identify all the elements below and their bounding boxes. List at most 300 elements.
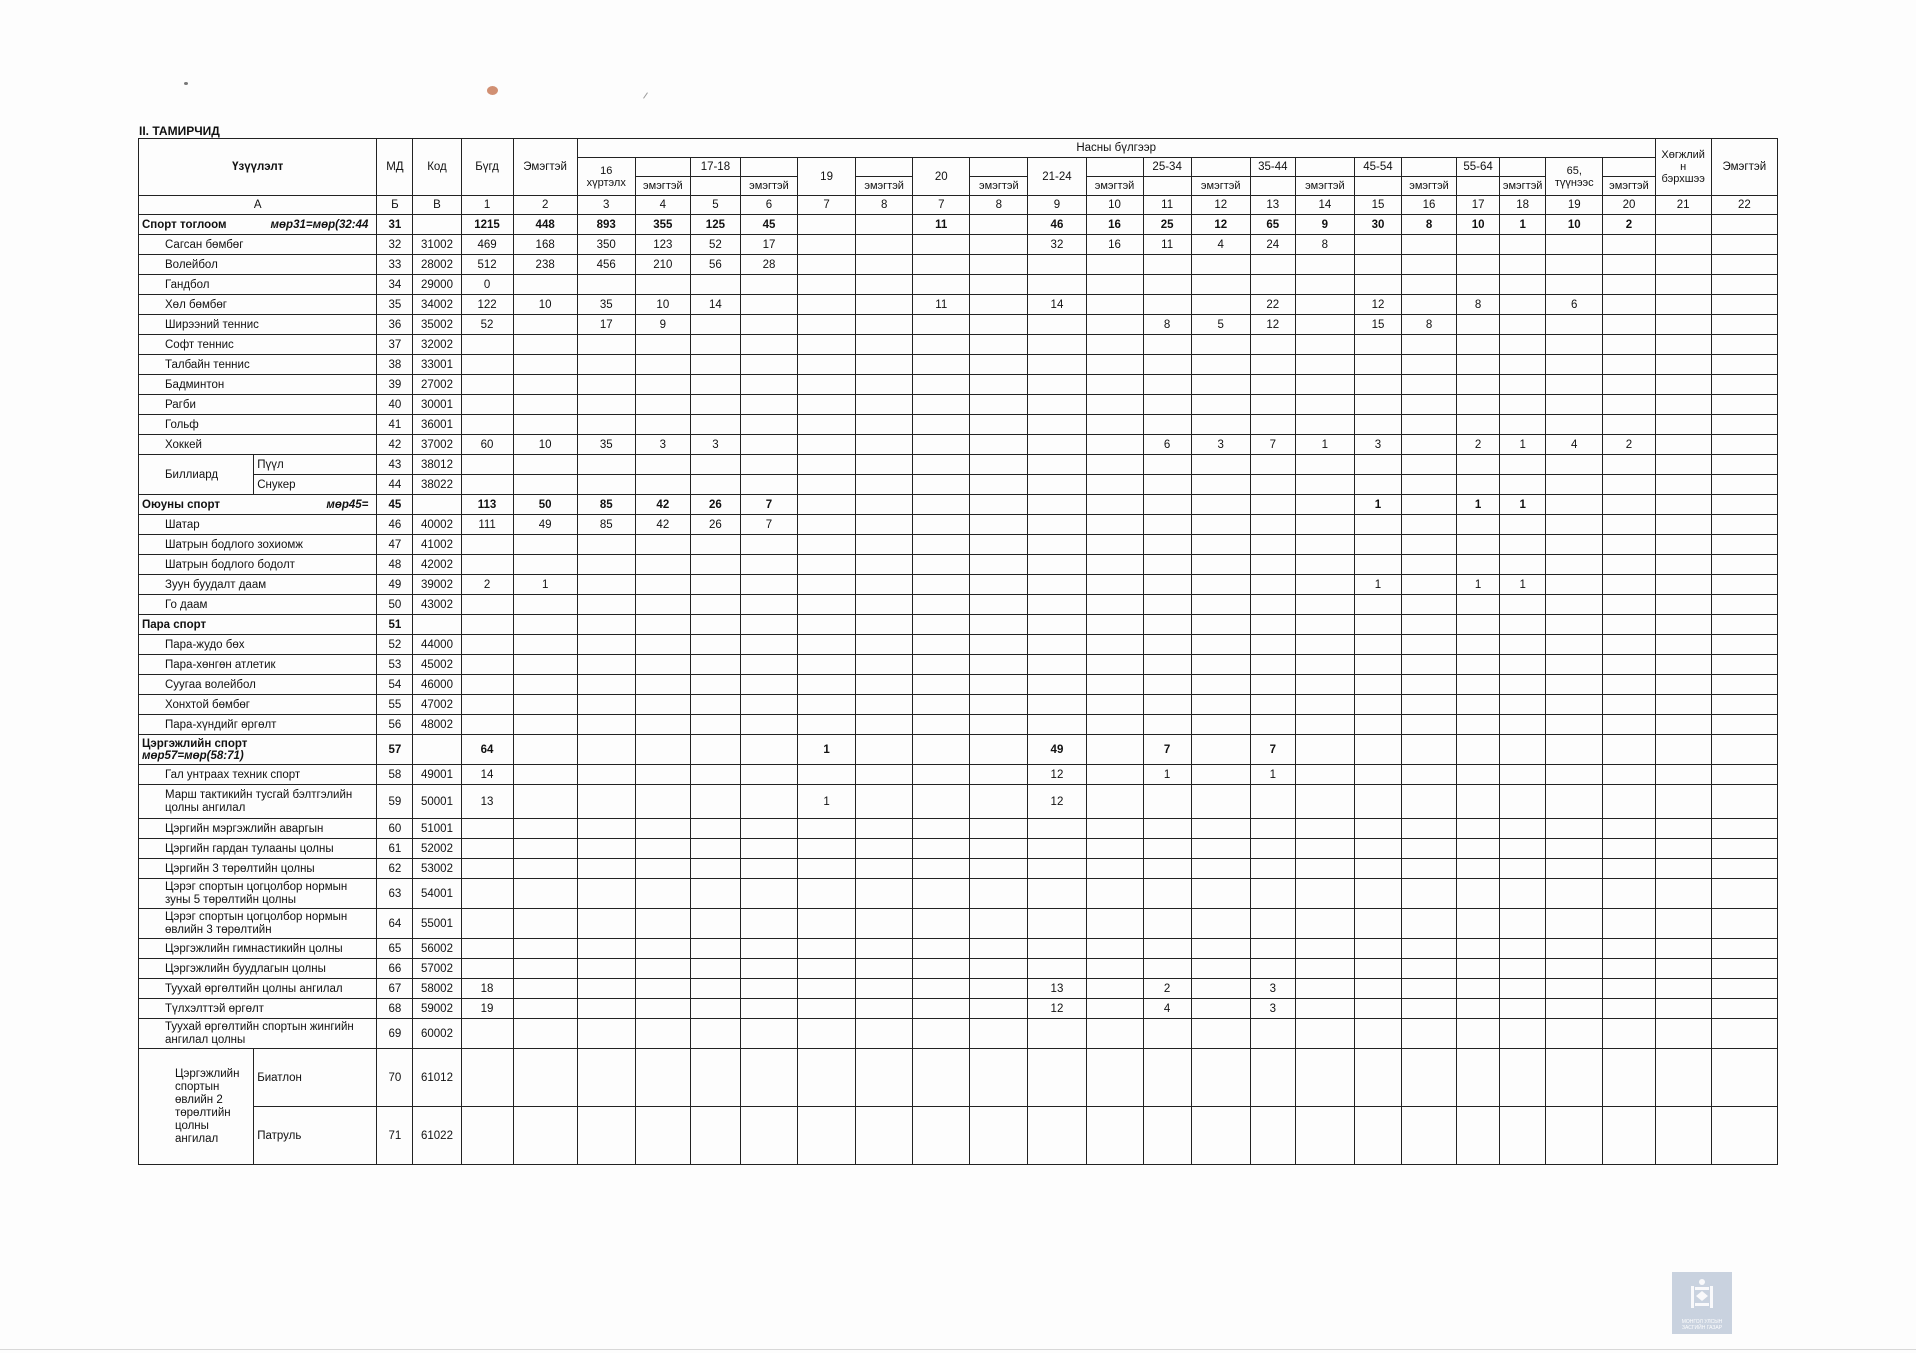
value-cell [970,215,1028,235]
value-cell [690,959,740,979]
index-cell: 5 [690,196,740,215]
value-cell [856,959,913,979]
value-cell: 5 [1191,315,1250,335]
item-label: Туухай өргөлтийн цолны ангилал [139,979,377,999]
value-cell [1191,979,1250,999]
row-code: 28002 [413,255,461,275]
value-cell [740,785,797,819]
value-cell [1250,785,1295,819]
value-cell [1143,515,1191,535]
index-cell: 11 [1143,196,1191,215]
table-body [139,215,1778,1165]
value-cell [513,375,577,395]
value-cell [461,1107,513,1165]
value-cell [1086,635,1143,655]
value-cell [1500,515,1546,535]
value-cell: 49 [1028,735,1086,765]
value-cell [1143,395,1191,415]
value-cell: 238 [513,255,577,275]
value-cell [740,655,797,675]
row-code: 49001 [413,765,461,785]
item-label: Цэрэг спортын цогцолбор нормын өвлийн 3 төрөлтийн [139,909,377,939]
value-cell [1191,415,1250,435]
value-cell [1457,375,1500,395]
value-cell [1655,455,1711,475]
value-cell [798,355,856,375]
value-cell [1500,255,1546,275]
value-cell [1086,735,1143,765]
row-code: 54001 [413,879,461,909]
value-cell [1250,635,1295,655]
value-cell [1086,715,1143,735]
value-cell [913,315,970,335]
value-cell: 1 [1500,575,1546,595]
value-cell [1546,255,1603,275]
value-cell [970,235,1028,255]
value-cell [856,675,913,695]
value-cell [740,555,797,575]
item-label: Хоккей [139,435,377,455]
value-cell [1457,765,1500,785]
value-cell [1546,455,1603,475]
value-cell [740,1049,797,1107]
value-cell [635,785,690,819]
value-cell [970,635,1028,655]
row-code: 27002 [413,375,461,395]
row-code: 32002 [413,335,461,355]
value-cell [690,415,740,435]
value-cell [577,785,635,819]
value-cell [1086,415,1143,435]
value-cell [1028,435,1086,455]
table-row [139,785,1778,819]
value-cell [1143,819,1191,839]
value-cell [1143,939,1191,959]
value-cell [913,595,970,615]
scan-edge [0,1349,1916,1350]
index-cell: 10 [1086,196,1143,215]
value-cell [970,455,1028,475]
value-cell [970,295,1028,315]
item-label: Цэрэг спортын цогцолбор нормын зуны 5 төрөлтийн цолны [139,879,377,909]
value-cell [1655,1107,1711,1165]
value-cell [1354,859,1401,879]
value-cell [1354,475,1401,495]
value-cell [1250,575,1295,595]
value-cell: 2 [461,575,513,595]
value-cell [1354,335,1401,355]
row-code: 55001 [413,909,461,939]
value-cell [740,475,797,495]
value-cell [970,395,1028,415]
value-cell [577,1049,635,1107]
value-cell [856,535,913,555]
item-label: Хонхтой бөмбөг [139,695,377,715]
value-cell [1295,495,1354,515]
value-cell: 52 [461,315,513,335]
value-cell [798,1019,856,1049]
index-cell: 8 [970,196,1028,215]
value-cell [856,1019,913,1049]
value-cell [970,435,1028,455]
header-age-19: 19 [798,158,856,196]
value-cell [1295,295,1354,315]
value-cell [1603,475,1655,495]
table-row [139,475,1778,495]
value-cell [856,515,913,535]
value-cell [1500,635,1546,655]
value-cell [1191,785,1250,819]
value-cell: 1 [1500,215,1546,235]
value-cell [1143,295,1191,315]
value-cell [1402,535,1457,555]
row-md: 37 [377,335,413,355]
value-cell [1457,395,1500,415]
table-row [139,595,1778,615]
value-cell [1354,515,1401,535]
value-cell: 35 [577,295,635,315]
value-cell [635,879,690,909]
value-cell [1655,215,1711,235]
value-cell [577,275,635,295]
row-md: 48 [377,555,413,575]
value-cell [970,909,1028,939]
value-cell [1711,1107,1777,1165]
value-cell [1191,335,1250,355]
value-cell [1086,1049,1143,1107]
value-cell [513,475,577,495]
value-cell: 2 [1143,979,1191,999]
value-cell [1143,909,1191,939]
value-cell [577,475,635,495]
value-cell [1711,515,1777,535]
value-cell [1603,415,1655,435]
value-cell [1655,675,1711,695]
value-cell [1086,515,1143,535]
value-cell [577,555,635,575]
value-cell [1028,475,1086,495]
value-cell [856,455,913,475]
value-cell [1143,879,1191,909]
value-cell [1546,839,1603,859]
value-cell [1354,415,1401,435]
value-cell [1354,785,1401,819]
value-cell [970,555,1028,575]
header-female: Эмэгтэй [513,139,577,196]
value-cell [577,675,635,695]
value-cell [1191,535,1250,555]
value-cell [1500,785,1546,819]
header-sub-female: эмэгтэй [1603,177,1655,196]
value-cell [1711,979,1777,999]
value-cell [690,1049,740,1107]
value-cell [1546,535,1603,555]
value-cell [1655,735,1711,765]
value-cell: 1 [1354,575,1401,595]
value-cell [577,1019,635,1049]
value-cell [1603,765,1655,785]
index-cell: 13 [1250,196,1295,215]
value-cell [856,999,913,1019]
value-cell [798,715,856,735]
value-cell [1655,1049,1711,1107]
value-cell: 2 [1603,435,1655,455]
header-sub-female-55-64-label [1457,177,1500,196]
value-cell [1250,355,1295,375]
value-cell [1655,785,1711,819]
value-cell [1655,555,1711,575]
value-cell [1500,1049,1546,1107]
row-code [413,495,461,515]
value-cell [1711,315,1777,335]
value-cell [1250,535,1295,555]
value-cell [1603,395,1655,415]
value-cell [1354,375,1401,395]
value-cell [1086,1019,1143,1049]
value-cell [856,1049,913,1107]
value-cell [1500,979,1546,999]
value-cell [690,819,740,839]
value-cell: 14 [1028,295,1086,315]
value-cell [1655,275,1711,295]
value-cell: 125 [690,215,740,235]
value-cell [635,375,690,395]
value-cell: 8 [1457,295,1500,315]
value-cell [1086,435,1143,455]
value-cell [1295,515,1354,535]
value-cell [690,635,740,655]
value-cell [1500,235,1546,255]
value-cell [1143,635,1191,655]
value-cell [1028,1019,1086,1049]
value-cell [1191,575,1250,595]
value-cell [1655,435,1711,455]
row-code: 53002 [413,859,461,879]
value-cell [798,595,856,615]
table-row [139,455,1778,475]
value-cell [1546,999,1603,1019]
value-cell [1191,475,1250,495]
table-row [139,859,1778,879]
value-cell [1402,715,1457,735]
value-cell [1086,999,1143,1019]
row-code: 51001 [413,819,461,839]
value-cell [635,765,690,785]
value-cell [1546,355,1603,375]
value-cell [1546,735,1603,765]
value-cell: 7 [740,495,797,515]
value-cell [1457,535,1500,555]
value-cell [1457,859,1500,879]
value-cell [1603,959,1655,979]
value-cell [1143,959,1191,979]
row-md: 45 [377,495,413,515]
value-cell [970,1049,1028,1107]
header-age-17-18: 17-18 [690,158,740,177]
value-cell [1711,735,1777,765]
row-md: 31 [377,215,413,235]
item-label: Цэргийн 3 төрөлтийн цолны [139,859,377,879]
table-row [139,1049,1778,1107]
value-cell: 32 [1028,235,1086,255]
table-row [139,375,1778,395]
value-cell [970,879,1028,909]
value-cell [1250,1107,1295,1165]
value-cell [970,655,1028,675]
value-cell [1500,959,1546,979]
value-cell: 11 [913,295,970,315]
value-cell [798,215,856,235]
value-cell [970,859,1028,879]
section-title: II. ТАМИРЧИД [139,124,220,138]
value-cell [913,575,970,595]
value-cell [1402,615,1457,635]
value-cell [1402,635,1457,655]
value-cell [1500,295,1546,315]
row-md: 36 [377,315,413,335]
value-cell [1191,859,1250,879]
header-sub-female: эмэгтэй [635,177,690,196]
row-code: 61022 [413,1107,461,1165]
index-cell: 8 [856,196,913,215]
value-cell: 64 [461,735,513,765]
value-cell [970,999,1028,1019]
value-cell: 1 [1354,495,1401,515]
value-cell [1354,595,1401,615]
value-cell [1086,959,1143,979]
value-cell [635,555,690,575]
value-cell [1457,839,1500,859]
value-cell [1295,395,1354,415]
value-cell [1250,859,1295,879]
value-cell [577,655,635,675]
index-cell: 7 [798,196,856,215]
value-cell: 13 [461,785,513,819]
value-cell [513,859,577,879]
row-code: 59002 [413,999,461,1019]
dust-speck [184,82,188,85]
value-cell [1711,295,1777,315]
value-cell [1250,819,1295,839]
category-label [139,735,377,765]
row-md: 57 [377,735,413,765]
value-cell [1546,1049,1603,1107]
value-cell [1086,909,1143,939]
item-label: Шатар [139,515,377,535]
value-cell [1295,1049,1354,1107]
value-cell [798,909,856,939]
value-cell [740,455,797,475]
value-cell: 210 [635,255,690,275]
value-cell [1295,355,1354,375]
value-cell [690,575,740,595]
government-emblem [1672,1272,1732,1334]
value-cell [798,455,856,475]
value-cell [1655,939,1711,959]
value-cell [1655,595,1711,615]
value-cell [1191,455,1250,475]
value-cell [1402,495,1457,515]
value-cell [1655,959,1711,979]
value-cell [1603,255,1655,275]
value-cell [1603,455,1655,475]
index-cell: 9 [1028,196,1086,215]
value-cell [635,859,690,879]
value-cell [1250,675,1295,695]
row-md: 42 [377,435,413,455]
value-cell [1354,839,1401,859]
table-row [139,655,1778,675]
value-cell [1603,735,1655,765]
value-cell [856,879,913,909]
header-age-45-54: 45-54 [1354,158,1401,177]
value-cell [1143,555,1191,575]
value-cell [1354,715,1401,735]
row-md: 69 [377,1019,413,1049]
value-cell [913,515,970,535]
value-cell [856,335,913,355]
value-cell [856,495,913,515]
value-cell [461,695,513,715]
value-cell: 123 [635,235,690,255]
value-cell [461,839,513,859]
value-cell [1028,959,1086,979]
value-cell [1711,235,1777,255]
value-cell [690,1107,740,1165]
value-cell: 1 [1500,435,1546,455]
value-cell [1655,909,1711,939]
value-cell [577,765,635,785]
value-cell [1655,475,1711,495]
value-cell: 52 [690,235,740,255]
value-cell [970,495,1028,515]
header-age-55-64: 55-64 [1457,158,1500,177]
value-cell [970,515,1028,535]
value-cell [1500,839,1546,859]
value-cell [1250,495,1295,515]
value-cell [1354,635,1401,655]
value-cell [1295,715,1354,735]
value-cell [690,839,740,859]
value-cell [1191,635,1250,655]
value-cell [1086,859,1143,879]
value-cell [1457,785,1500,819]
value-cell [1546,555,1603,575]
value-cell [1295,655,1354,675]
value-cell [913,375,970,395]
row-code: 44000 [413,635,461,655]
value-cell: 13 [1028,979,1086,999]
value-cell [856,909,913,939]
value-cell [1500,315,1546,335]
value-cell [1250,415,1295,435]
value-cell [856,1107,913,1165]
header-age-19-blank [856,158,913,177]
row-md: 33 [377,255,413,275]
value-cell [1086,555,1143,575]
value-cell [913,275,970,295]
value-cell [690,859,740,879]
value-cell [1603,859,1655,879]
value-cell [1603,655,1655,675]
table-row [139,435,1778,455]
value-cell [798,575,856,595]
value-cell [1457,735,1500,765]
value-cell [1191,655,1250,675]
value-cell [635,979,690,999]
value-cell: 8 [1143,315,1191,335]
value-cell [856,735,913,765]
